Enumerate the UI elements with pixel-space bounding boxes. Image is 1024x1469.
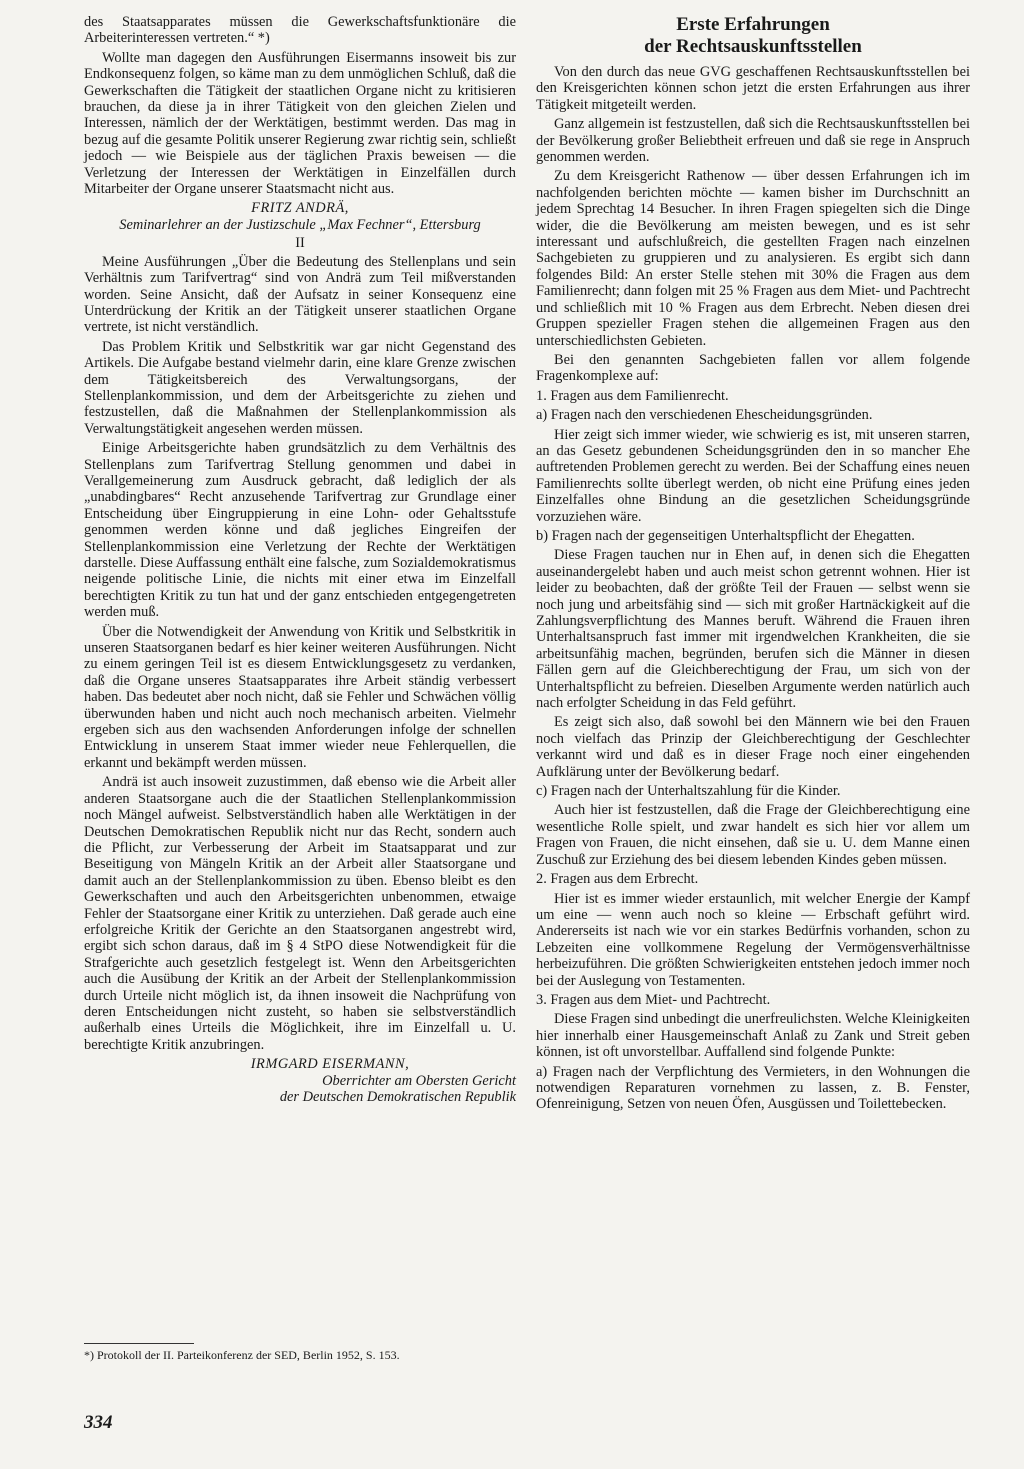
paragraph: Zu dem Kreisgericht Rathenow — über dessen Erfahrungen ich im nachfolgenden berichten möchte — kamen bisher im Durchschnitt an jedem Sprechtag 14 Besucher. In ihren Fragen spiegelten sich die Dinge wider, die die Bevölkerung am meisten bewegen, und es ist sehr interessant und aufschlußreich, die gestellten Fragen nach einzelnen Sachgebieten zu gruppieren und zu analysieren. Es ergibt sich dann folgendes Bild: An erster Stelle stehen mit 30% die Fragen aus dem Familienrecht; dann folgen mit 25 % Fragen aus dem Miet- und Pachtrecht und schließlich mit 10 % Fragen aus dem Erbrecht. Neben diesen drei Gruppen spezieller Fragen stehen die allgemeinen Fragen aus den unterschiedlichsten Gebieten. bbox=[536, 168, 970, 349]
list-item: c) Fragen nach der Unterhaltszahlung für die Kinder. bbox=[536, 783, 841, 800]
author-title: der Deutschen Demokratischen Republik bbox=[279, 1089, 516, 1105]
page-number: 334 bbox=[84, 1412, 113, 1433]
list-item: 2. Fragen aus dem Erbrecht. bbox=[536, 871, 699, 888]
author-name: IRMGARD EISERMANN, bbox=[250, 1056, 410, 1073]
left-column bbox=[84, 14, 516, 1105]
right-column bbox=[536, 14, 970, 1116]
paragraph: Das Problem Kritik und Selbstkritik war gar nicht Gegenstand des Artikels. Die Aufgabe bestand vielmehr darin, eine klare Grenze zwischen dem Tätigkeitsbereich des Verwaltungsorgans, der Stellenplankommission, und dem der Arbeitsgerichte zu ziehen und festzustellen, daß die Maßnahmen der Stellenplankommission als Verwaltungstätigkeit angesehen werden müssen. bbox=[84, 338, 516, 437]
paragraph: des Staatsapparates müssen die Gewerkschaftsfunktionäre die Arbeiterinteressen vertreten.“ *) bbox=[84, 14, 516, 47]
paragraph: Andrä ist auch insoweit zuzustimmen, daß ebenso wie die Arbeit aller anderen Staatsorgane auch die der Staatlichen Stellenplankommission noch Mängel aufweist. Selbstverständlich haben alle Werktätigen in der Deutschen Demokratischen Republik nicht nur das Recht, sondern auch die Pflicht, zur Verbesserung der Arbeit im Staatsapparat und zur Beseitigung von Mängeln Kritik an der Arbeit aller Staatsorgane und damit auch an der Stellenplankommission zu üben. Ebenso bleibt es den Gewerkschaften und auch den Arbeitsgerichten unbenommen, etwaige Fehler der Staatsorgane einer Kritik zu unterziehen. Daß gerade auch eine erfolgreiche Kritik der Gerichte an den Staatsorganen angestrebt wird, ergibt sich schon daraus, daß im § 4 StPO diese Notwendigkeit für die Strafgerichte auch gesetzlich festgelegt ist. Wenn den Arbeitsgerichten auch die Ausübung der Kritik an der Arbeit der Stellenplankommission durch Urteile nicht möglich ist, da ihnen insoweit die Nachprüfung von deren Entscheidungen nicht zusteht, so haben sie selbstverständlich außerhalb eines Urteils die Möglichkeit, ihre im Einzelfall u. U. berechtigte Kritik anzubringen. bbox=[84, 774, 516, 1053]
author-name: FRITZ ANDRÄ, bbox=[251, 200, 349, 217]
paragraph: Einige Arbeitsgerichte haben grundsätzlich zu dem Verhältnis des Stellenplans zum Tarifvertrag Stellung genommen und dabei in Verallgemeinerung zum Ausdruck gebracht, daß lediglich der als „unabdingbares“ Recht anzusehende Tarifvertrag zur Grundlage einer Entscheidung über Eingruppierung in eine Lohn- oder Gehaltsstufe genommen werden könne und daß jegliches Eingreifen der Stellenplankommission eine Verletzung der Rechte der Werktätigen darstelle. Diese Auffassung enthält eine falsche, zum Sozialdemokratismus neigende politische Linie, die nichts mit einer etwa im Einzelfall berechtigten Kritik zu tun hat und der ganz entschieden entgegengetreten werden muß. bbox=[84, 440, 516, 621]
paragraph: Meine Ausführungen „Über die Bedeutung des Stellenplans und sein Verhältnis zum Tarifvertrag“ sind von Andrä zum Teil mißverstanden worden. Seine Ansicht, daß der Aufsatz in seiner Konsequenz eine Unterdrückung der Kritik an der Tätigkeit unserer staatlichen Organe vertrete, ist nicht verständlich. bbox=[84, 253, 516, 336]
paragraph: Diese Fragen sind unbedingt die unerfreulichsten. Welche Kleinigkeiten hier innerhalb einer Hausgemeinschaft Anlaß zu Zank und Streit geben können, ist oft unvorstellbar. Auffallend sind folgende Punkte: bbox=[536, 1011, 970, 1061]
list-item: a) Fragen nach der Verpflichtung des Vermieters, in den Wohnungen die notwendigen Reparaturen vornehmen zu lassen, z. B. Fenster, Ofenreinigung, Setzen von neuen Öfen, Ausgüssen und Toilettebecken. bbox=[536, 1063, 970, 1113]
section-numeral: II bbox=[295, 235, 305, 252]
footnote-rule bbox=[84, 1343, 194, 1344]
paragraph: Diese Fragen tauchen nur in Ehen auf, in denen sich die Ehegatten auseinandergelebt haben und auch meist schon getrennt wohnen. Hier ist leider zu beobachten, daß der größte Teil der Frauen — selbst wenn sie noch jung und arbeitsfähig sind — sich mit großer Hartnäckigkeit auf die Zahlungsverpflichtung des Mannes beruft. Während die Frauen ihren Unterhaltsanspruch fast immer mit irgendwelchen Krankheiten, die sie arbeitsunfähig machen, begründen, berufen sich die Männer in diesen Fällen gern auf die Gleichberechtigung der Frau, um sich von der Unterhaltspflicht zu befreien. Dieselben Argumente werden natürlich auch nach erfolgter Scheidung in das Feld geführt. bbox=[536, 547, 970, 712]
article-heading bbox=[536, 14, 970, 58]
list-item: a) Fragen nach den verschiedenen Ehescheidungsgründen. bbox=[536, 407, 873, 424]
paragraph: Wollte man dagegen den Ausführungen Eisermanns insoweit bis zur Endkonsequenz folgen, so käme man zu dem unmöglichen Schluß, daß die Gewerkschaften die Tätigkeit der staatlichen Organe nicht zu kritisieren brauchen, da diese ja in ihrer Tätigkeit von den gleichen Zielen und Interessen, nämlich der der Werktätigen, bestimmt werden. Das mag in bezug auf die gesamte Politik unserer Regierung zwar richtig sein, schließt jedoch — wie Beispiele aus der täglichen Praxis beweisen — die Verletzung der Interessen der Werktätigen in Einzelfällen durch Mitarbeiter der Organe unserer Staatsmacht nicht aus. bbox=[84, 49, 516, 198]
author-title: Oberrichter am Obersten Gericht bbox=[322, 1072, 516, 1089]
author-title: Seminarlehrer an der Justizschule „Max Fechner“, Ettersburg bbox=[119, 216, 481, 233]
list-item: 1. Fragen aus dem Familienrecht. bbox=[536, 387, 729, 404]
paragraph: Bei den genannten Sachgebieten fallen vor allem folgende Fragenkomplexe auf: bbox=[536, 351, 970, 385]
heading-line: der Rechtsauskunftsstellen bbox=[644, 36, 862, 57]
paragraph: Ganz allgemein ist festzustellen, daß sich die Rechtsauskunftsstellen bei der Bevölkerung großer Beliebtheit erfreuen und daß sie rege in Anspruch genommen werden. bbox=[536, 116, 971, 166]
paragraph: Hier zeigt sich immer wieder, wie schwierig es ist, mit unseren starren, an das Gesetz gebundenen Scheidungsgründen den in so mancher Ehe auftretenden Problemen gerecht zu werden. Bei der Schaffung eines neuen Familienrechts sollte überlegt werden, ob nicht eine Prüfung eines jeden Einzelfalles ohne Bindung an die gesetzlichen Scheidungsgründe vorzuziehen wäre. bbox=[536, 426, 970, 525]
list-item: b) Fragen nach der gegenseitigen Unterhaltspflicht der Ehegatten. bbox=[536, 527, 915, 544]
paragraph: Es zeigt sich also, daß sowohl bei den Männern wie bei den Frauen noch vielfach das Prinzip der Gleichberechtigung der Geschlechter verkannt wird und daß es in dieser Frage noch einer eingehenden Aufklärung unter der Bevölkerung bedarf. bbox=[536, 714, 970, 780]
paragraph: Hier ist es immer wieder erstaunlich, mit welcher Energie der Kampf um eine — wenn auch noch so kleine — Erbschaft geführt wird. Andererseits ist nach wie vor ein starkes Bedürfnis vorhanden, schon zu Lebzeiten eine vollkommene Regelung der Vermögensverhältnisse herbeizuführen. Die größten Schwierigkeiten entstehen jedoch immer noch bei der Auslegung von Testamenten. bbox=[536, 890, 970, 989]
footnote bbox=[84, 1348, 516, 1362]
footnote-text: *) Protokoll der II. Parteikonferenz der SED, Berlin 1952, S. 153. bbox=[84, 1348, 400, 1362]
paragraph: Über die Notwendigkeit der Anwendung von Kritik und Selbstkritik in unseren Staatsorganen bedarf es hier keiner weiteren Ausführungen. Nicht zu einem geringen Teil ist es diesem Entwicklungsgesetz zu verdanken, daß die Organe unseres Staatsapparates ihre Arbeit ständig verbessert haben. Das bedeutet aber noch nicht, daß sie Fehler und Schwächen völlig überwunden haben und nicht auch noch mechanisch arbeiten. Vielmehr ergeben sich aus den wachsenden Anforderungen infolge der schnellen Entwicklung in unserem Staat immer wieder neue Fehlerquellen, die erkannt und bekämpft werden müssen. bbox=[84, 623, 516, 771]
heading-line: Erste Erfahrungen bbox=[676, 14, 830, 35]
paragraph: Auch hier ist festzustellen, daß die Frage der Gleichberechtigung eine wesentliche Rolle spielt, und zwar handelt es sich hier vor allem um Fragen von Frauen, die nicht einsehen, daß sie u. U. dem Manne einen Zuschuß zur Erziehung des bei diesem lebenden Kindes geben müssen. bbox=[536, 802, 970, 868]
paragraph: Von den durch das neue GVG geschaffenen Rechtsauskunftsstellen bei den Kreisgerichten können schon jetzt die ersten Erfahrungen aus ihrer Tätigkeit mitgeteilt werden. bbox=[536, 64, 970, 113]
list-item: 3. Fragen aus dem Miet- und Pachtrecht. bbox=[536, 991, 771, 1008]
